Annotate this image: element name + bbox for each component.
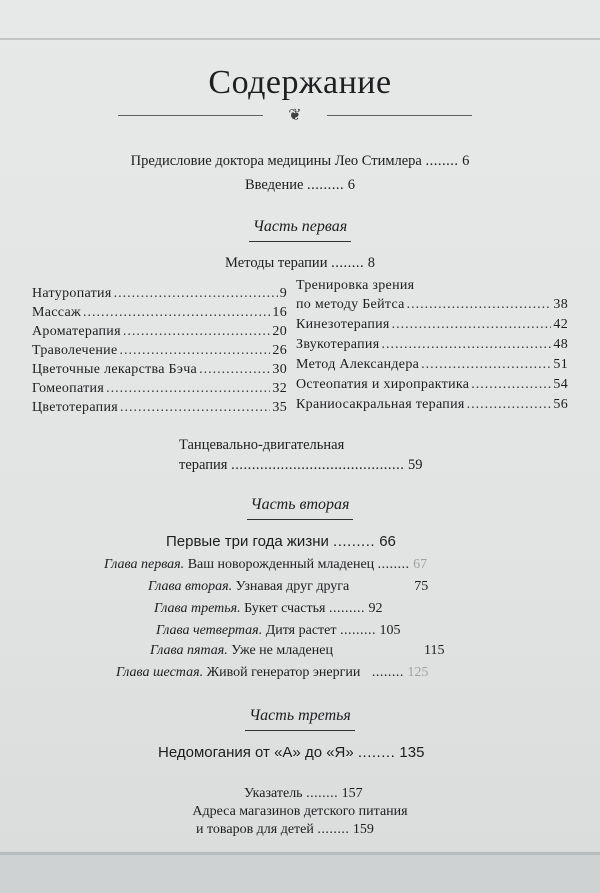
toc-entry[interactable] — [296, 295, 568, 315]
entry-page: 6 — [462, 153, 470, 169]
entry-label: Звукотерапия — [296, 337, 380, 352]
toc-chapter-4[interactable] — [156, 622, 401, 640]
toc-chapter-3[interactable] — [154, 600, 382, 618]
toc-entry-index[interactable] — [244, 785, 363, 803]
chapter-tag: Глава вторая. — [148, 579, 233, 594]
chapter-page: 115 — [423, 643, 445, 658]
entry-leader — [106, 379, 270, 399]
toc-entry-heading[interactable] — [296, 276, 568, 296]
toc-entry[interactable] — [32, 303, 287, 323]
toc-chapter-2[interactable] — [148, 578, 428, 596]
entry-label: Траволечение — [32, 343, 118, 358]
entry-leader — [119, 341, 270, 361]
chapter-page: 92 — [368, 601, 383, 616]
toc-entry[interactable] — [296, 335, 568, 355]
entry-label: Краниосакральная терапия — [296, 397, 465, 412]
chapter-page: 75 — [414, 579, 429, 594]
entry-label: Адреса магазинов детского питания — [192, 804, 408, 819]
entry-label: Цветотерапия — [32, 400, 118, 415]
toc-section-ailments[interactable] — [158, 744, 424, 762]
entry-label: Кинезотерапия — [296, 317, 390, 332]
entry-label: терапия — [179, 457, 228, 473]
chapter-title: Живой генератор энергии — [206, 665, 361, 680]
toc-chapter-5[interactable] — [150, 642, 444, 660]
chapter-title: Уже не младенец — [231, 643, 333, 658]
page-top-edge — [0, 38, 600, 40]
entry-leader — [407, 295, 552, 315]
entry-dots: .......................................... — [231, 457, 405, 473]
section-page: 66 — [379, 533, 396, 550]
entry-label: Цветочные лекарства Бэча — [32, 362, 198, 377]
entry-label: Предисловие доктора медицины Лео Стимлера — [130, 153, 422, 169]
section-label: Методы терапии — [225, 255, 328, 271]
entry-leader — [471, 375, 551, 395]
toc-entry[interactable] — [32, 341, 287, 361]
toc-entry[interactable] — [296, 375, 568, 395]
entry-label: Ароматерапия — [32, 324, 121, 339]
section-dots: ........ — [331, 255, 365, 271]
entry-label: Метод Александера — [296, 357, 420, 372]
entry-page: 157 — [341, 786, 363, 801]
entry-label: Массаж — [32, 305, 81, 320]
chapter-tag: Глава четвертая. — [156, 623, 263, 638]
entry-page: 38 — [553, 297, 568, 312]
section-dots: ......... — [333, 533, 376, 550]
entry-leader — [123, 322, 271, 342]
toc-section-first-years[interactable] — [166, 533, 396, 551]
entry-page: 20 — [272, 324, 287, 339]
entry-page: 9 — [279, 286, 287, 301]
section-label: Первые три года жизни — [166, 533, 329, 550]
entry-page: 48 — [553, 337, 568, 352]
toc-entry[interactable] — [32, 379, 287, 399]
entry-page: 30 — [272, 362, 287, 377]
toc-entry[interactable] — [32, 284, 287, 304]
entry-label: Танцевально-двигательная — [179, 437, 345, 453]
toc-entry[interactable] — [296, 395, 568, 415]
toc-entry-preface[interactable] — [0, 152, 600, 170]
chapter-dots: ......... — [340, 623, 376, 638]
part-heading-text: Часть третья — [245, 705, 355, 731]
chapter-title: Узнавая друг друга — [235, 579, 350, 594]
toc-entry[interactable] — [32, 398, 287, 418]
ornament-rule-left — [118, 115, 263, 116]
page-title: Содержание — [208, 64, 392, 101]
entry-page: 35 — [272, 400, 287, 415]
ornament-rule-right — [327, 115, 472, 116]
section-label: Недомогания от «А» до «Я» — [158, 744, 354, 761]
toc-section-methods[interactable] — [0, 254, 600, 272]
toc-entry[interactable] — [296, 355, 568, 375]
entry-dots: ........ — [306, 786, 339, 801]
toc-entry-dance-line2[interactable] — [179, 456, 422, 474]
entry-leader — [421, 355, 551, 375]
entry-page: 16 — [272, 305, 287, 320]
part-heading-text: Часть вторая — [247, 494, 354, 520]
chapter-page: 105 — [379, 623, 401, 638]
entry-dots: ........ — [425, 153, 459, 169]
section-page: 135 — [399, 744, 425, 761]
entry-leader — [120, 398, 270, 418]
entry-leader — [392, 315, 552, 335]
entry-page: 56 — [553, 397, 568, 412]
toc-entry[interactable] — [32, 322, 287, 342]
entry-page: 51 — [553, 357, 568, 372]
part-heading-text: Часть первая — [249, 216, 351, 242]
entry-page: 32 — [272, 381, 287, 396]
entry-label: Гомеопатия — [32, 381, 105, 396]
entry-page: 26 — [272, 343, 287, 358]
chapter-page: 125 — [407, 665, 429, 680]
chapter-tag: Глава пятая. — [150, 643, 228, 658]
toc-entry[interactable] — [296, 315, 568, 335]
chapter-page: 67 — [413, 557, 428, 572]
ornament-knot-icon: ❦ — [288, 107, 302, 124]
entry-dots: ......... — [307, 177, 345, 193]
entry-label: по методу Бейтса — [296, 297, 405, 312]
entry-page: 42 — [553, 317, 568, 332]
page-below — [0, 855, 600, 893]
toc-entry-stores-line1[interactable] — [0, 803, 600, 821]
chapter-title: Букет счастья — [244, 601, 326, 616]
toc-entry-introduction[interactable] — [0, 176, 600, 194]
entry-label: Указатель — [244, 786, 303, 801]
entry-label: Тренировка зрения — [296, 278, 415, 293]
entry-label: Остеопатия и хиропрактика — [296, 377, 470, 392]
toc-entry[interactable] — [32, 360, 287, 380]
chapter-dots: ........ — [371, 665, 404, 680]
entry-page: 6 — [347, 177, 356, 193]
entry-label: Введение — [244, 177, 304, 193]
part-heading-1 — [0, 216, 600, 242]
chapter-tag: Глава первая. — [104, 557, 185, 572]
section-dots: ........ — [357, 744, 396, 761]
toc-chapter-6[interactable] — [116, 664, 428, 682]
toc-entry-stores-line2[interactable] — [196, 821, 374, 839]
chapter-dots: ........ — [377, 557, 410, 572]
part-heading-3 — [0, 705, 600, 731]
entry-page: 159 — [352, 822, 374, 837]
entry-leader — [199, 360, 270, 380]
entry-page: 54 — [553, 377, 568, 392]
entry-dots: ........ — [317, 822, 350, 837]
chapter-dots: ......... — [328, 601, 365, 616]
chapter-tag: Глава третья. — [154, 601, 241, 616]
part-heading-2 — [0, 494, 600, 520]
entry-leader — [83, 303, 270, 323]
entry-label: Натуропатия — [32, 286, 112, 301]
entry-page: 59 — [407, 457, 423, 473]
chapter-title: Ваш новорожденный младенец — [187, 557, 375, 572]
section-page: 8 — [367, 255, 375, 271]
toc-chapter-1[interactable] — [104, 556, 427, 574]
entry-label: и товаров для детей — [196, 822, 314, 837]
chapter-tag: Глава шестая. — [116, 665, 204, 680]
title-ornament — [118, 106, 472, 126]
chapter-title: Дитя растет — [265, 623, 337, 638]
entry-leader — [114, 284, 278, 304]
toc-entry-dance-line1[interactable] — [179, 436, 344, 454]
entry-leader — [467, 395, 552, 415]
entry-leader — [381, 335, 551, 355]
